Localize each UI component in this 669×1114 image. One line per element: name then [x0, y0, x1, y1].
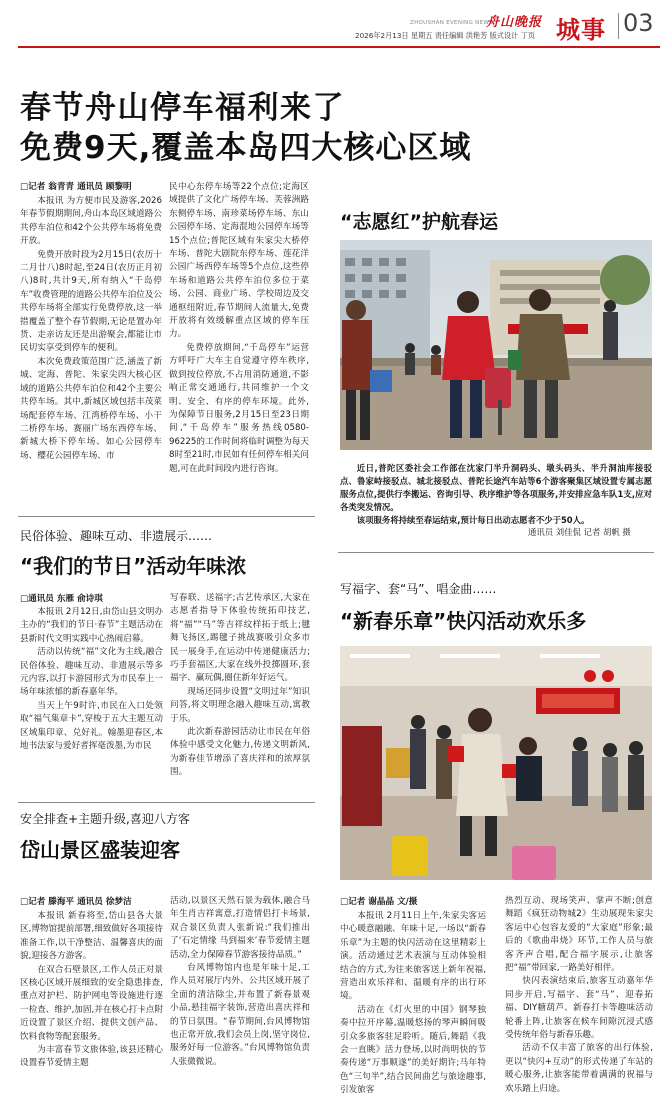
caption-paragraph: 该项服务将持续至春运结束,预计每日出动志愿者不少于50人。 — [356, 515, 590, 525]
flashmob-photo — [340, 646, 652, 880]
festival-col2 — [170, 592, 310, 780]
festival-col1 — [20, 606, 163, 753]
flashmob-col1 — [340, 910, 486, 1098]
paragraph: 台风博物馆内也是年味十足,工作人员对展厅内外、公共区域开展了全面的清洁除尘,并布置了新春景观小品,悬挂福字装饰,营造出喜庆祥和的节日氛围。“春节期间,台风博物馆也正常开放,我们会员上岗,坚守岗位,服务好每一位游客。”台风博物馆负责人张微微说。 — [170, 963, 310, 1067]
main-headline-line1: 春节舟山停车福利来了 — [20, 90, 345, 126]
flashmob-col2 — [505, 895, 653, 1096]
masthead-rule — [18, 46, 660, 48]
paragraph: 本报讯 为方便市民及游客,2026年春节假期期间,舟山本岛区域道路公共停车泊位和42个公共停车场将免费开放。 — [20, 196, 162, 247]
section-rule — [18, 802, 315, 803]
volunteer-caption — [340, 462, 652, 527]
section-divider — [618, 13, 619, 39]
paragraph: 快闪表演结束后,旅客互动嘉年华同步开启,写福字、套“马”、迎春拓福、DIY糖葫芦、新春打卡等趣味活动轮番上阵,让旅客在候车间隙沉浸式感受传统年俗与新春乐趣。 — [505, 976, 653, 1041]
section-rule — [18, 516, 315, 517]
section-rule — [338, 552, 654, 553]
paragraph: 为丰富春节文旅体验,该县还精心设置春节爱情主题 — [20, 1045, 163, 1069]
paragraph: 本报讯 新春将至,岱山县各大景区,博物馆提前部署,细致做好各项接待准备工作,以干净整洁、温馨喜庆的面貌,迎接各方游客。 — [20, 911, 163, 962]
main-story-col2 — [169, 181, 309, 476]
scenic-col2 — [170, 895, 310, 1069]
date-line: 2026年2月13日 星期五 责任编辑 洪艳芳 版式设计 丁页 — [355, 31, 535, 40]
flashmob-byline: □记者 谢晶晶 文/摄 — [340, 897, 418, 907]
festival-kicker: 民俗体验、趣味互动、非遗展示…… — [20, 529, 213, 543]
paragraph: 民中心东停车场等22个点位;定海区域提供了文化广场停车场、芙蓉洲路东侧停车场、南珍菜场停车场、东山公园停车场、定海混地公园停车场等15个点位;普陀区域有朱家尖大桥停车场、普陀大剧院东停车场、莲花洋公园广场西停车场等5个点位,这些停车场和道路公共停车泊位多位于菜场、公园、商业广场、学校周边及交通枢纽附近,春节期间人流量大,免费开放将有效缓解重点区域的停车压力。 — [169, 182, 309, 340]
scenic-col1 — [20, 910, 163, 1071]
festival-byline: □通讯员 东雁 俞诗琪 — [20, 594, 103, 604]
paragraph: 本报讯 2月11日上午,朱家尖客运中心暖意融融、年味十足,一场以“新春乐章”为主题的快闪活动在这里精彩上演。活动通过艺术表演与互动体验相结合的方式,为往来旅客送上新年祝福,营造出欢乐祥和、温暖有序的出行环境。 — [340, 911, 486, 1002]
paragraph: 活动不仅丰富了旅客的出行体验,更以“快闪+互动”的形式传递了车站的暖心服务,让旅客能带着满满的祝福与欢乐踏上归途。 — [505, 1043, 653, 1094]
newspaper-logo: 舟山晚报 — [486, 15, 543, 30]
volunteer-photo-credit: 通讯员 刘佳侃 记者 胡帆 摄 — [528, 527, 631, 537]
paragraph: 当天上午9时许,市民在入口处领取“福气集章卡”,穿梭于五大主题互动区域集印章、兑好礼。翰墨迎春区,本地书法家与爱好者挥毫泼墨,为市民 — [20, 700, 163, 752]
paragraph: 写春联、送福字;古艺传承区,大家在志愿者指导下体验传统拓印技艺,将“福”“马”等吉祥纹样拓于纸上;毽舞飞扬区,踢毽子挑战赛吸引众多市民一展身手,在运动中传递健康活力;巧手套福区,大家在线外投掷圆环,套福字、赢玩偶,圈住新年好运气。 — [170, 593, 310, 684]
paragraph: 在双合石壁景区,工作人员正对景区核心区域开展细致的安全隐患排查,重点对护栏、防护网电等设施进行逐一检查、维护,加固,并在核心打卡点附近设置了景区介绍、提供文创产品、饮料食物等配套服务。 — [20, 964, 163, 1042]
scenic-byline: □记者 滕海平 通讯员 徐梦洁 — [20, 897, 132, 907]
scenic-headline: 岱山景区盛装迎客 — [20, 838, 180, 862]
volunteer-headline: “志愿红”护航春运 — [340, 211, 498, 233]
flashmob-kicker: 写福字、套“马”、唱金曲…… — [340, 582, 497, 596]
paragraph: 热烈互动、现场笑声、掌声不断;创意舞蹈《疯狂动物城2》生动展现朱家尖客运中心包容友爱的“大家庭”形象;最后的《歌曲串烧》环节,工作人员与旅客齐声合唱,配合福字展示,让旅客把“福”带回家,一路美好相伴。 — [505, 896, 653, 974]
section-title: 城事 — [556, 16, 606, 44]
scenic-kicker: 安全排查+主题升级,喜迎八方客 — [20, 812, 190, 826]
paragraph: 免费开放时段为2月15日(农历十二月廿八)8时起,至24日(农历正月初八)8时,共计9天,所有纳入“千岛停车”收费管理的道路公共停车泊位及公共停车场将全部实行免费停放,这一举措覆盖了整个春节假期,无论是置办年货、走亲访友还是出游聚会,都能让市民切实享受到停车的便利。 — [20, 249, 162, 354]
volunteer-photo — [340, 240, 652, 450]
page-number: 03 — [623, 9, 654, 37]
paragraph: 活动以传统“福”文化为主线,融合民俗体验、趣味互动、非遗展示等多元内容,以打卡游园形式为市民奉上一场年味浓郁的新春嘉年华。 — [20, 647, 163, 698]
paragraph: 现场还同步设置“文明过年”知识问答,将文明理念融入趣味互动,寓教于乐。 — [170, 686, 310, 724]
masthead — [0, 0, 669, 48]
flashmob-headline: “新春乐章”快闪活动欢乐多 — [340, 609, 587, 633]
english-name: ZHOUSHAN EVENING NEWS — [410, 20, 493, 26]
paragraph: 此次新春游园活动让市民在年俗体验中感受文化魅力,传递文明新风,为新春佳节增添了喜庆祥和的浓厚氛围。 — [170, 727, 310, 778]
paragraph: 活动在《灯火里的中国》钢琴独奏中拉开序幕,温暖悠扬的琴声瞬间吸引众多旅客驻足聆听。随后,舞蹈《我会一直眺》活力登场,以时尚明快的节奏传递“万事顺遂”的美好期许;马年特色“三句半”,结合民间曲艺与旅途趣事,引发旅客 — [340, 1004, 486, 1096]
paragraph: 本报讯 2月12日,由岱山县文明办主办的“我们的节日·春节”主题活动在县新时代文明实践中心热闹启幕。 — [20, 607, 163, 644]
paragraph: 本次免费政策范围广泛,涵盖了新城、定海、普陀、朱家尖四大核心区域的道路公共停车泊位和42个主要公共停车场。其中,新城区域包括丰茂菜场配套停车场、江湾桥停车场、小干二桥停车场、赛丽广场东西停车场、新城大桥下停车场、如心公园停车场、樱花公园停车场、市 — [20, 356, 162, 461]
main-story-col1 — [20, 195, 162, 463]
caption-paragraph: 近日,普陀区委社会工作部在沈家门半升洞码头、墩头码头、半升洞油库接驳点、鲁家峙接驳点、城北接驳点、普陀长途汽车站等6个游客聚集区域设置专属志愿服务点位,提供行李搬运、咨询引导、秩序维护等各项服务,并安排应急车队1支,应对各类突发情况。 — [340, 463, 652, 512]
main-headline-line2: 免费9天,覆盖本岛四大核心区域 — [20, 130, 472, 166]
paragraph: 活动,以景区天然石景为载体,融合马年生肖吉祥寓意,打造情侣打卡场景,双合景区负责人张新说:“我们推出了‘石定情缘 马到福来’春节爱情主题活动,全力保障春节游客接待品质。” — [170, 896, 310, 960]
paragraph: 免费停放期间,“千岛停车”运营方呼吁广大车主自觉遵守停车秩序,做到按位停放,不占用消防通道,不影响正常交通通行,共同维护一个文明、安全、有序的停车环境。此外,为保障节日服务,2月15日至23日期间,“千岛停车”服务热线0580-96225的工作时间将临时调整为每天8时至21时,市民如有任何停车相关问题,可在此时间段内进行咨询。 — [169, 342, 309, 474]
festival-headline: “我们的节日”活动年味浓 — [20, 554, 247, 578]
main-byline: □记者 翁青青 通讯员 顾黎明 — [20, 182, 132, 192]
